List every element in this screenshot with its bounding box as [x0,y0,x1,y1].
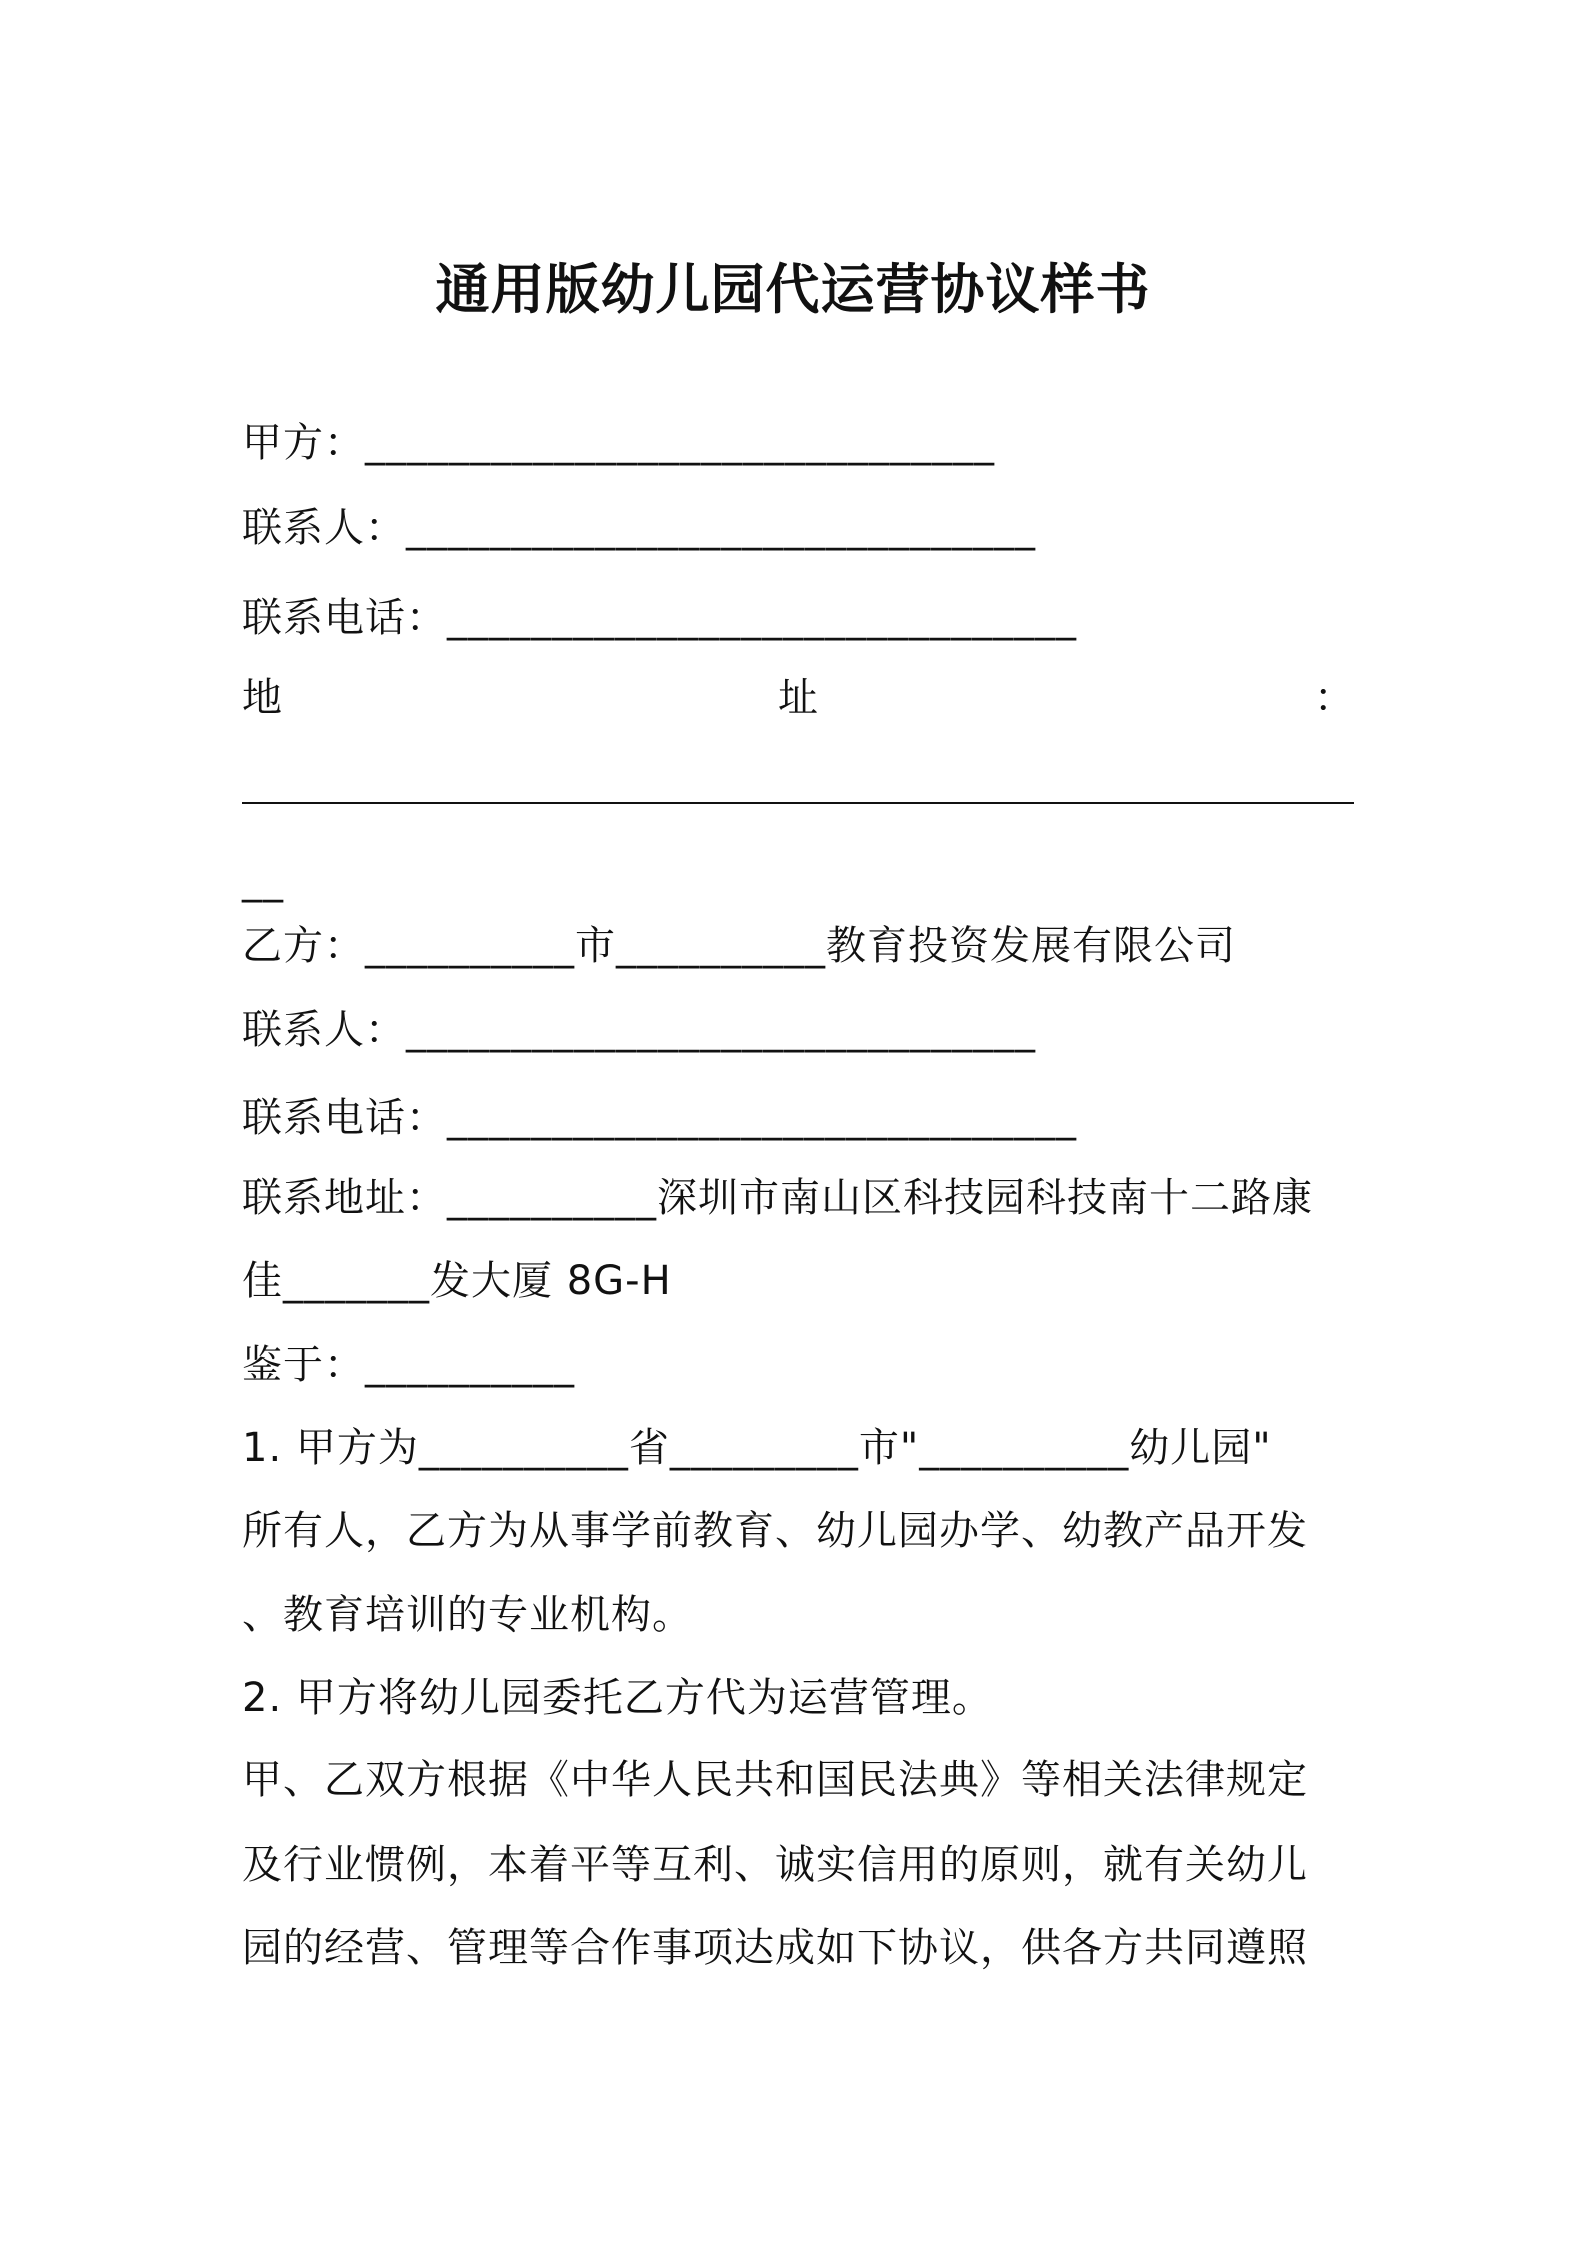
whereas-line [242,1337,575,1393]
clause-2-line-1: 2. 甲方将幼儿园委托乙方代为运营管理。 [242,1675,993,1721]
party-b-contact-line [242,1002,1036,1058]
party-b-address-blank-2: _______ [283,1258,430,1304]
party-a-name-line [242,415,995,471]
party-b-address-line-1 [242,1170,1313,1226]
preamble-line-3: 园的经营、管理等合作事项达成如下协议，供各方共同遵照 [242,1925,1308,1971]
party-a-phone-label: 联系电话： [242,595,447,641]
party-b-contact-blank: ______________________________ [406,1007,1036,1053]
party-b-address-label: 联系地址： [242,1175,447,1221]
party-b-name-suffix: 教育投资发展有限公司 [826,923,1236,969]
preamble-line-1: 甲、乙双方根据《中华人民共和国民法典》等相关法律规定 [242,1757,1308,1803]
party-a-address-blank-tail: __ [242,857,284,903]
clause-1-line-2: 所有人，乙方为从事学前教育、幼儿园办学、幼教产品开发 [242,1508,1308,1554]
party-b-name-label: 乙方： [242,923,365,969]
party-b-name-blank-2: __________ [616,923,826,969]
whereas-label: 鉴于： [242,1342,365,1388]
party-b-name-line [242,918,1236,974]
party-a-address-blank-rule [242,802,1354,804]
party-b-name-blank-1: __________ [365,923,575,969]
document-title: 通用版幼儿园代运营协议样书 [435,258,1151,321]
party-a-address-char-1: 地 [242,675,282,721]
clause-1-line-3: 、教育培训的专业机构。 [242,1592,693,1638]
preamble-line-2: 及行业惯例，本着平等互利、诚实信用的原则，就有关幼儿 [242,1842,1308,1888]
party-b-phone-label: 联系电话： [242,1095,447,1141]
party-a-contact-blank: ______________________________ [406,505,1036,551]
clause-1-line-1: 1. 甲方为__________省_________市"__________幼儿园" [242,1425,1272,1471]
party-b-address-line-2 [242,1253,672,1309]
party-a-contact-label: 联系人： [242,505,406,551]
party-b-address-text-2b: 发大厦 8G-H [430,1258,672,1304]
party-b-address-text-1: 深圳市南山区科技园科技南十二路康 [657,1175,1313,1221]
party-a-address-char-2: 址 [778,675,818,721]
party-b-contact-label: 联系人： [242,1007,406,1053]
party-a-name-blank: ______________________________ [365,420,995,466]
party-b-phone-line [242,1090,1077,1146]
whereas-blank: __________ [365,1342,575,1388]
party-a-name-label: 甲方： [242,420,365,466]
party-a-address-char-3: ： [1314,675,1354,721]
party-b-address-blank: __________ [447,1175,657,1221]
party-a-phone-line [242,590,1077,646]
party-b-phone-blank: ______________________________ [447,1095,1077,1141]
party-b-name-mid: 市 [575,923,616,969]
party-a-contact-line [242,500,1036,556]
party-b-address-text-2a: 佳 [242,1258,283,1304]
party-a-address-label-line [242,670,1354,726]
party-a-phone-blank: ______________________________ [447,595,1077,641]
